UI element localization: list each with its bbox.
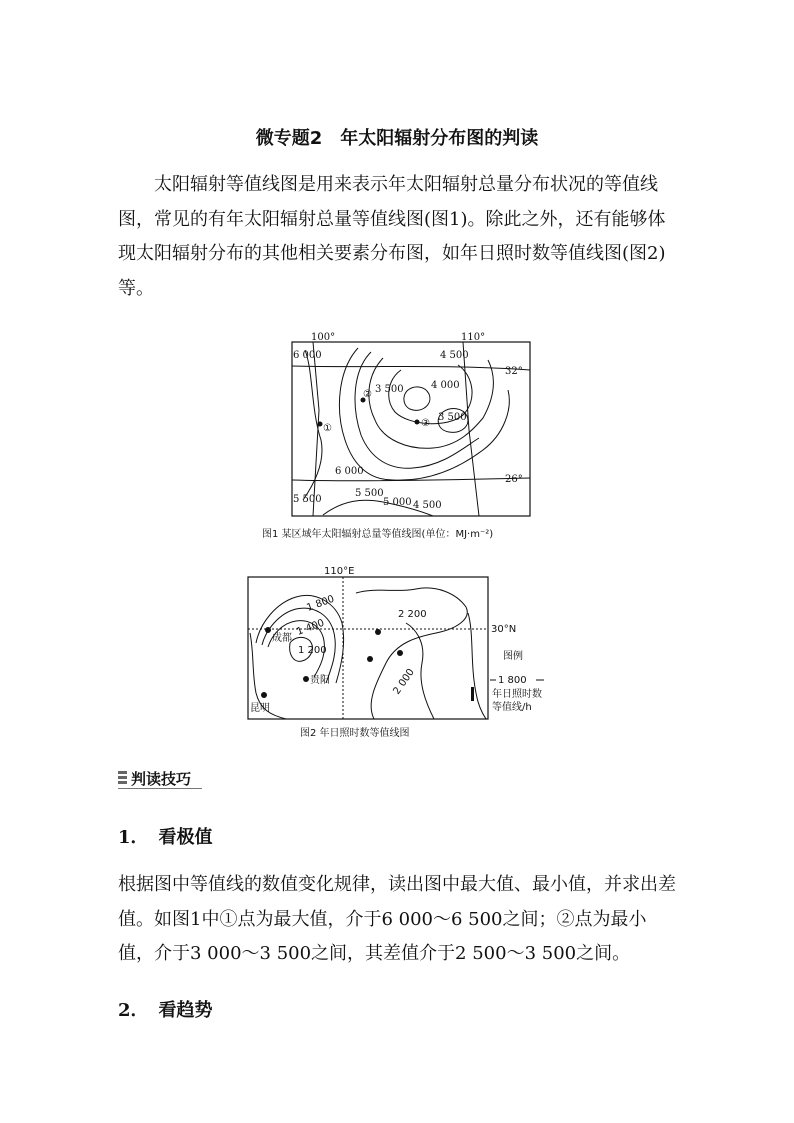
item-title: 看趋势 <box>158 1000 213 1021</box>
item-1-body: 根据图中等值线的数值变化规律，读出图中最大值、最小值，并求出差值。如图1中①点为最大值，介于6 000～6 500之间；②点为最小值，介于3 000～3 500之间，其差值介于2 500～3 500之间。 <box>118 874 676 964</box>
title-main: 年太阳辐射分布图的判读 <box>340 128 539 149</box>
section-header <box>118 766 202 789</box>
contour-label: 4 000 <box>431 380 460 391</box>
city-dot <box>265 627 271 633</box>
legend-sample: 1 800 <box>498 675 527 686</box>
figure-2-caption: 图2 年日照时数等值线图 <box>300 728 410 739</box>
figure-1-map <box>283 330 543 522</box>
contour-label: 4 500 <box>413 500 442 511</box>
section-label: 判读技巧 <box>131 770 192 788</box>
point-3-dot <box>415 420 420 425</box>
contour-label: 3 500 <box>375 384 404 395</box>
point-label: ② <box>363 389 372 400</box>
parallel-32 <box>292 366 530 370</box>
map-dot <box>375 629 381 635</box>
contour-line <box>404 387 430 410</box>
contour-label: 5 500 <box>293 494 322 505</box>
contour-line <box>356 588 467 719</box>
lat-label: 26° <box>505 474 523 485</box>
contour-label: 5 500 <box>355 488 384 499</box>
contour-label: 6 000 <box>335 466 364 477</box>
contour-label: 1 200 <box>298 645 327 656</box>
item-heading-1 <box>118 823 213 849</box>
point-label: ③ <box>421 418 430 429</box>
item-title: 看极值 <box>158 827 213 848</box>
contour-line <box>369 358 494 448</box>
map-dot <box>397 650 403 656</box>
figure-2-map <box>246 563 558 723</box>
city-label: 贵阳 <box>310 675 330 686</box>
city-dot <box>303 676 309 682</box>
section-marker-icon <box>118 771 127 785</box>
city-dot <box>261 692 267 698</box>
item-heading-2 <box>118 996 213 1022</box>
figure-1-caption: 图1 某区域年太阳辐射总量等值线图(单位：MJ·m⁻²) <box>262 529 494 540</box>
item-number: 1． <box>118 827 149 848</box>
city-label: 成都 <box>272 633 292 644</box>
contour-label: 2 000 <box>391 666 417 697</box>
page-title <box>0 124 794 150</box>
contour-label: 2 200 <box>398 609 427 620</box>
lat-label: 32° <box>505 366 523 377</box>
point-label: ① <box>323 423 332 434</box>
lon-label: 110°E <box>324 566 355 577</box>
contour-label: 3 500 <box>438 412 467 423</box>
point-1-dot <box>318 422 323 427</box>
intro-paragraph: 太阳辐射等值线图是用来表示年太阳辐射总量分布状况的等值线图，常见的有年太阳辐射总量等值线图(图1)。除此之外，还有能够体现太阳辐射分布的其他相关要素分布图，如年日照时数等值线图(图2)等。 <box>118 174 666 299</box>
title-prefix: 微专题2 <box>255 128 323 149</box>
contour-label: 6 000 <box>293 350 322 361</box>
legend-title: 图例 <box>503 651 523 662</box>
legend-text: 年日照时数 <box>492 689 542 700</box>
figure-2 <box>246 563 558 723</box>
city-label: 昆明 <box>250 703 270 714</box>
island-taiwan <box>471 687 474 701</box>
figure-1 <box>283 330 543 522</box>
map-dot <box>367 656 373 662</box>
meridian-110 <box>463 342 479 516</box>
contour-label: 4 500 <box>440 350 469 361</box>
legend-text: 等值线/h <box>492 702 532 713</box>
contour-label: 5 000 <box>383 497 412 508</box>
lon-label: 110° <box>461 332 486 343</box>
lat-label: 30°N <box>491 624 517 635</box>
lon-label: 100° <box>311 332 336 343</box>
item-number: 2． <box>118 1000 149 1021</box>
contour-label: 1 800 <box>305 593 336 614</box>
contour-label: 1 400 <box>295 617 326 638</box>
